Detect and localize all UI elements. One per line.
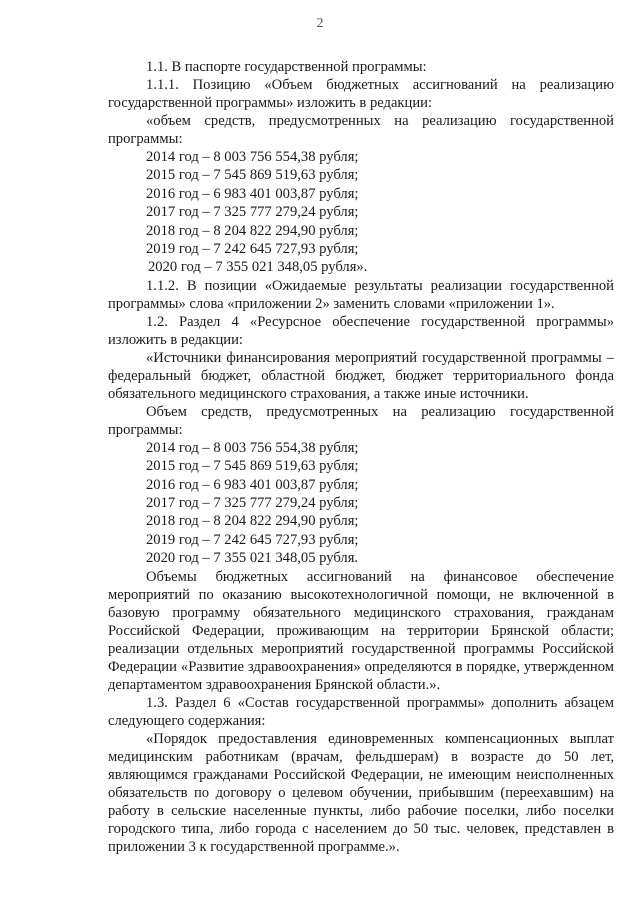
year-list-2 — [108, 439, 614, 568]
financing-sources-paragraph: «Источники финансирования мероприятий государственной программы – федеральный бюджет, областной бюджет, бюджет территориального фонда обязательного медицинского страхования, а также иные источники. — [108, 349, 614, 402]
section-1-2-paragraph: 1.2. Раздел 4 «Ресурсное обеспечение государственной программы» изложить в редакции: — [108, 313, 614, 348]
section-1-3-paragraph: 1.3. Раздел 6 «Состав государственной программы» дополнить абзацем следующего содержания: — [108, 694, 614, 729]
section-1-1-heading: 1.1. В паспорте государственной программы: — [146, 59, 427, 75]
compensation-procedure-paragraph: «Порядок предоставления единовременных компенсационных выплат медицинским работникам (врачам, фельдшерам) в возрасте до 50 лет, являющимся гражданами Российской Федерации, не имеющим неисполненных обязательств по договору о целевом обучении, прибывшим (переехавшим) на работу в сельские населенные пункты, либо рабочие поселки, либо поселки городского типа, либо города с населением до 50 тыс. человек, представлен в приложении 3 к государственной программе.». — [108, 730, 614, 855]
year-item: 2014 год – 8 003 756 554,38 рубля; — [146, 439, 359, 456]
year-item: 2018 год – 8 204 822 294,90 рубля; — [146, 222, 359, 239]
year-item: 2019 год – 7 242 645 727,93 рубля; — [146, 241, 359, 258]
year-item: 2020 год – 7 355 021 348,05 рубля». — [148, 259, 368, 276]
volume-intro-1: «объем средств, предусмотренных на реализацию государственной программы: — [108, 113, 614, 147]
document-body — [108, 58, 614, 856]
volume-intro-2: Объем средств, предусмотренных на реализацию государственной программы: — [108, 403, 614, 438]
allocations-paragraph: Объемы бюджетных ассигнований на финансовое обеспечение мероприятий по оказанию высокотехнологичной помощи, не включенной в базовую программу обязательного медицинского страхования, гражданам Российской Федерации, проживающим на территории Брянской области; реализации отдельных мероприятий государственной программы Российской Федерации «Развитие здравоохранения» определяются в порядке, утвержденном департаментом здравоохранения Брянской области.». — [108, 568, 614, 693]
year-list-1 — [108, 148, 614, 277]
year-item: 2018 год – 8 204 822 294,90 рубля; — [146, 513, 359, 530]
section-1-1-2-paragraph: 1.1.2. В позиции «Ожидаемые результаты реализации государственной программы» слова «приложении 2» заменить словами «приложении 1». — [108, 277, 614, 312]
year-item: 2014 год – 8 003 756 554,38 рубля; — [146, 149, 359, 165]
year-item: 2017 год – 7 325 777 279,24 рубля; — [146, 495, 359, 512]
year-item: 2015 год – 7 545 869 519,63 рубля; — [146, 167, 359, 184]
year-item: 2017 год – 7 325 777 279,24 рубля; — [146, 204, 359, 221]
year-item: 2019 год – 7 242 645 727,93 рубля; — [146, 531, 359, 548]
year-item: 2015 год – 7 545 869 519,63 рубля; — [146, 458, 359, 475]
year-item: 2016 год – 6 983 401 003,87 рубля; — [146, 476, 359, 493]
section-1-1-1-paragraph: 1.1.1. Позицию «Объем бюджетных ассигнований на реализацию государственной программы» изложить в редакции: — [108, 77, 614, 111]
year-item: 2020 год – 7 355 021 348,05 рубля. — [146, 550, 359, 567]
page-number: 2 — [316, 16, 324, 31]
year-item: 2016 год – 6 983 401 003,87 рубля; — [146, 185, 359, 202]
